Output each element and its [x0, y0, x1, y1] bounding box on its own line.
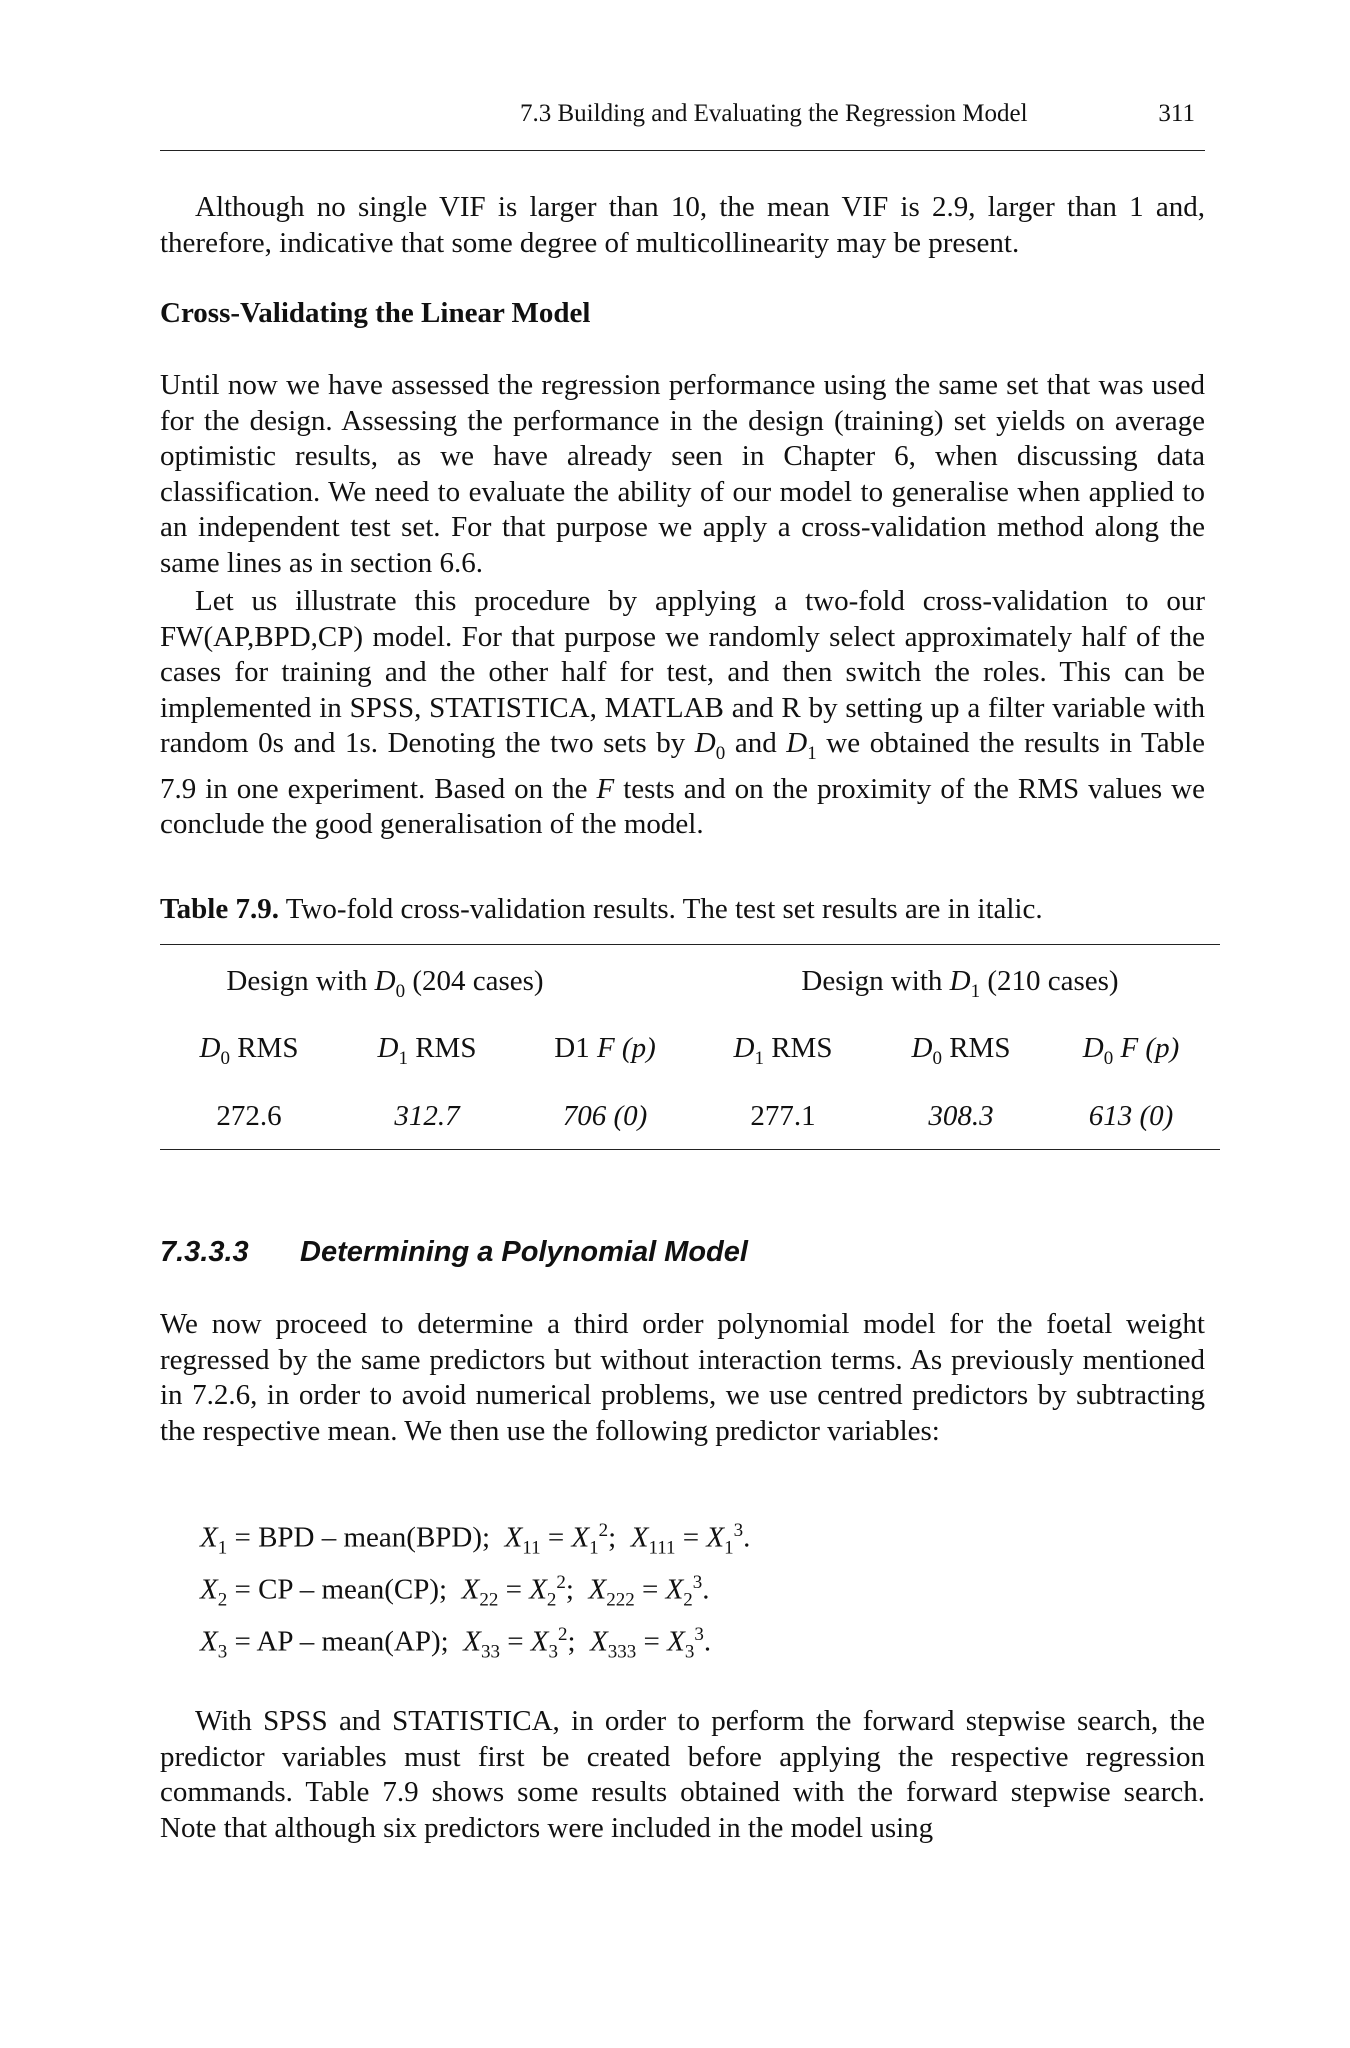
eq2-sq-base: 3	[548, 1641, 559, 1663]
page-number: 311	[1158, 100, 1195, 127]
h1-sub: 1	[398, 1047, 408, 1069]
h5-sub: 0	[1103, 1047, 1114, 1069]
table-caption	[160, 893, 1220, 926]
group1-sub: 0	[395, 980, 406, 1002]
paragraph-two-fold	[160, 584, 1205, 843]
h4-d: D	[911, 1032, 933, 1064]
f-symbol: F	[596, 772, 615, 805]
table-cell: 277.1	[750, 1100, 816, 1132]
eq1-sq-base: 2	[546, 1589, 557, 1611]
eq2-cube-base: 3	[684, 1641, 695, 1663]
eq2-sq-sub: 33	[480, 1641, 500, 1663]
eq1-cube-sub: 222	[606, 1589, 635, 1611]
eq1-cube-base: 2	[683, 1589, 693, 1611]
table-header-cell	[160, 1032, 338, 1070]
p3-part3: tests and on the proximity of the RMS values we conclude the good generalisation of the model.	[160, 772, 1205, 841]
section-title: Determining a Polynomial Model	[300, 1236, 748, 1268]
h0-sub: 0	[220, 1047, 230, 1069]
table-cell: 272.6	[216, 1100, 282, 1132]
paragraph-stepwise: With SPSS and STATISTICA, in order to perform the forward stepwise search, the predictor variables must first be created before applying the respective regression commands. Table 7.9 shows some results obtained with the forward stepwise search. Note that although six predictors were included in the model using	[160, 1705, 1205, 1844]
eq2-rhs: = AP – mean(AP);	[227, 1625, 449, 1658]
eq2-cube-sub: 333	[607, 1641, 637, 1663]
h5-text: F (p)	[1113, 1032, 1180, 1064]
running-title: 7.3 Building and Evaluating the Regression Model	[520, 100, 1028, 127]
table-header-cell	[694, 1032, 872, 1070]
p3-part1: Let us illustrate this procedure by applying a two-fold cross-validation to our FW(AP,BPD,CP) model. For that purpose we randomly select approximately half of the cases for training and the other half for test, and then switch the roles. This can be implemented in SPSS, STATISTICA, MATLAB and R by setting up a filter variable with random 0s and 1s. Denoting the two sets by	[160, 585, 1205, 760]
group1-post: (204 cases)	[405, 965, 544, 997]
group1-pre: Design with	[226, 965, 375, 997]
table-group-d0	[160, 965, 610, 1003]
eq0-sq-sub: 11	[522, 1537, 541, 1559]
table-caption-text: Two-fold cross-validation results. The test set results are in italic.	[279, 893, 1043, 925]
group2-sub: 1	[970, 980, 981, 1002]
h1-d: D	[377, 1032, 399, 1064]
d1-symbol: D	[786, 727, 808, 760]
table-header-cell	[872, 1032, 1050, 1070]
h3-d: D	[733, 1032, 755, 1064]
p3-and: and	[725, 727, 787, 760]
eq2-lhs-sub: 3	[217, 1641, 228, 1663]
h5-d: D	[1082, 1032, 1104, 1064]
table-cell: 613 (0)	[1088, 1100, 1174, 1132]
paragraph-polynomial: We now proceed to determine a third order polynomial model for the foetal weight regressed by the same predictors but without interaction terms. As previously mentioned in 7.2.6, in order to avoid numerical problems, we use centred predictors by subtracting the respective mean. We then use the following predictor variables:	[160, 1308, 1205, 1447]
section-heading	[160, 1236, 748, 1269]
h0-d: D	[199, 1032, 221, 1064]
table-header-cell	[338, 1032, 516, 1070]
paragraph-assessment: Until now we have assessed the regression performance using the same set that was used for the design. Assessing the performance in the design (training) set yields on average optimistic results, as we have already seen in Chapter 6, when discussing data classification. We need to evaluate the ability of our model to generalise when applied to an independent test set. For that purpose we apply a cross-validation method along the same lines as in section 6.6.	[160, 369, 1205, 579]
group1-d: D	[374, 965, 396, 997]
running-header	[160, 100, 1205, 151]
d1-subscript: 1	[807, 743, 817, 765]
h2-d: D1	[554, 1032, 597, 1064]
d0-subscript: 0	[715, 743, 726, 765]
h4-text: RMS	[941, 1032, 1011, 1064]
table-bottom-rule	[160, 1149, 1220, 1150]
equation-x2: $X_2$ = CP – mean(CP); $X_{22} = X_2^2$; $X_{222} = X_2^3$.	[200, 1572, 710, 1611]
table-group-d1	[700, 965, 1220, 1003]
p3-part2: we obtained the results in Table 7.9 in one experiment. Based on the	[160, 727, 1206, 805]
table-cell: 308.3	[928, 1100, 994, 1132]
eq0-cube-base: 1	[724, 1537, 734, 1559]
eq0-cube-sub: 111	[648, 1537, 676, 1559]
table-caption-label: Table 7.9.	[160, 893, 279, 925]
table-cell: 706 (0)	[562, 1100, 648, 1132]
h3-text: RMS	[763, 1032, 833, 1064]
h2-text: F (p)	[596, 1032, 656, 1064]
section-number: 7.3.3.3	[160, 1236, 249, 1268]
h4-sub: 0	[932, 1047, 942, 1069]
h3-sub: 1	[754, 1047, 764, 1069]
h1-text: RMS	[407, 1032, 477, 1064]
group2-d: D	[949, 965, 971, 997]
h0-text: RMS	[229, 1032, 299, 1064]
equation-x3: $X_3$ = AP – mean(AP); $X_{33} = X_3^2$; $X_{333} = X_3^3$.	[200, 1624, 712, 1663]
table-top-rule	[160, 944, 1220, 945]
table-header-cell	[1042, 1032, 1220, 1070]
eq0-lhs-sub: 1	[217, 1537, 228, 1559]
subheading-cross-validation: Cross-Validating the Linear Model	[160, 297, 591, 329]
group2-post: (210 cases)	[980, 965, 1119, 997]
d0-symbol: D	[694, 727, 716, 760]
paragraph-vif: Although no single VIF is larger than 10, the mean VIF is 2.9, larger than 1 and, therefore, indicative that some degree of multicollinearity may be present.	[160, 191, 1205, 259]
group2-pre: Design with	[801, 965, 950, 997]
eq1-sq-sub: 22	[479, 1589, 499, 1611]
eq1-lhs-sub: 2	[217, 1589, 228, 1611]
equation-x1: $X_1$ = BPD – mean(BPD); $X_{11} = X_1^2$; $X_{111} = X_1^3$.	[200, 1520, 751, 1559]
table-header-cell	[516, 1032, 694, 1065]
eq0-rhs: = BPD – mean(BPD);	[227, 1521, 491, 1554]
eq0-sq-base: 1	[589, 1537, 599, 1559]
eq1-rhs: = CP – mean(CP);	[227, 1573, 448, 1606]
table-cell: 312.7	[394, 1100, 460, 1132]
